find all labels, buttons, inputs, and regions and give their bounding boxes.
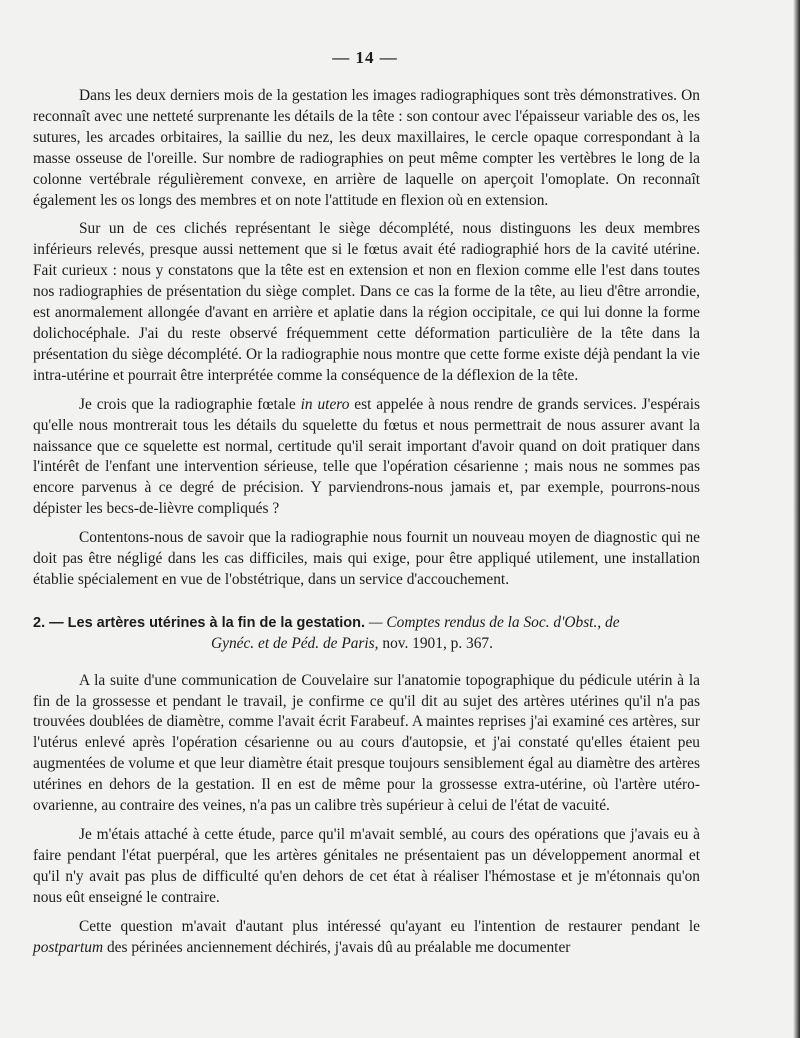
page-edge-shadow xyxy=(793,0,800,1038)
italic-postpartum: postpartum xyxy=(33,938,104,956)
section-reference-line2: Gynéc. et de Péd. de Paris, nov. 1901, p. 367. xyxy=(211,634,493,652)
paragraph-radiographie-foetale: Je crois que la radiographie fœtale in utero est appelée à nous rendre de grands services. J'espérais qu'elle nous montrerait tous les détails du squelette du fœtus et nous permettrait de nous assurer avant la naissance que ce squelette est normal, certitude qu'il serait important d'avoir quand on doit pratiquer dans l'intérêt de l'enfant une intervention sérieuse, telle que l'opération césarienne ; mais nous ne sommes pas encore parvenus à ce degré de précision. Y parviendrons-nous jamais et, par exemple, pourrons-nous dépister les becs-de-lièvre compliqués ? xyxy=(33,395,700,518)
section-reference-line1: — Comptes rendus de la Soc. d'Obst., de xyxy=(365,613,620,631)
paragraph-contentons-nous: Contentons-nous de savoir que la radiographie nous fournit un nouveau moyen de diagnostic qui ne doit pas être négligé dans les cas difficiles, mais qui exige, pour être appliqué utilement, une installation établie spécialement en vue de l'obstétrique, dans un service d'accouchement. xyxy=(33,529,700,588)
paragraph-etude: Je m'étais attaché à cette étude, parce qu'il m'avait semblé, au cours des opérations que j'avais eu à faire pendant l'état puerpéral, que les artères génitales ne présentaient pas un développement anormal et qu'il n'y avait pas plus de difficulté qu'en dehors de cet état à réaliser l'hémostase et je m'étonnais qu'on nous eût enseigné le contraire. xyxy=(33,826,700,906)
italic-in-utero: in utero xyxy=(300,395,350,413)
paragraph-siege-decomplete: Sur un de ces clichés représentant le siège décomplété, nous distinguons les deux membres inférieurs relevés, presque aussi nettement que si le fœtus avait été radiographié hors de la cavité utérine. Fait curieux : nous y constatons que la tête est en extension et non en flexion comme elle l'est dans toutes nos radiographies de présentation du siège complet. Dans ce cas la forme de la tête, au lieu d'être arrondie, est anormalement allongée d'avant en arrière et aplatie dans la région occipitale, ce qui lui donne la forme dolichocéphale. J'ai du reste observé fréquemment cette déformation particulière de la tête dans la présentation du siège décomplété. Or la radiographie nous montre que cette forme existe déjà pendant la vie intra-utérine et pourrait être interprétée comme la conséquence de la déflexion de la tête. xyxy=(33,220,700,384)
page-body xyxy=(33,86,700,958)
section-heading xyxy=(33,613,700,655)
paragraph-couvelaire: A la suite d'une communication de Couvelaire sur l'anatomie topographique du pédicule utérin à la fin de la grossesse et pendant le travail, je confirme ce qu'il dit au sujet des artères utérines qu'il n'a pas trouvées doublées de diamètre, comme l'avait écrit Farabeuf. A maintes reprises j'ai examiné ces artères, sur l'utérus enlevé après l'opération césarienne ou au cours d'autopsie, et j'ai constaté qu'elles étaient peu augmentées de volume et que leur diamètre était presque toujours sensiblement égal au diamètre des artères utérines en dehors de la gestation. Il en est de même pour la grossesse extra-utérine, où l'artère utéro-ovarienne, au contraire des veines, n'a pas un calibre très supérieur à celui de l'état de vacuité. xyxy=(33,671,700,815)
page-number: — 14 — xyxy=(332,48,398,67)
paragraph-question: Cette question m'avait d'autant plus intéressé qu'ayant eu l'intention de restaurer pendant le postpartum des périnées anciennement déchirés, j'avais dû au préalable me documenter xyxy=(33,917,700,956)
section-title: 2. — Les artères utérines à la fin de la gestation. xyxy=(33,614,366,631)
paragraph-radiographic-images: Dans les deux derniers mois de la gestation les images radiographiques sont très démonstratives. On reconnaît avec une netteté surprenante les détails de la tête : son contour avec l'épaisseur variable des os, les sutures, les arcades orbitaires, la saillie du nez, les deux maxillaires, le cercle opaque correspondant à la masse osseuse de l'oreille. Sur nombre de radiographies on peut même compter les vertèbres le long de la colonne vertébrale régulièrement convexe, en arrière de laquelle on aperçoit l'omoplate. On reconnaît également les os longs des membres et on note l'attitude en flexion où en extension. xyxy=(33,87,700,209)
